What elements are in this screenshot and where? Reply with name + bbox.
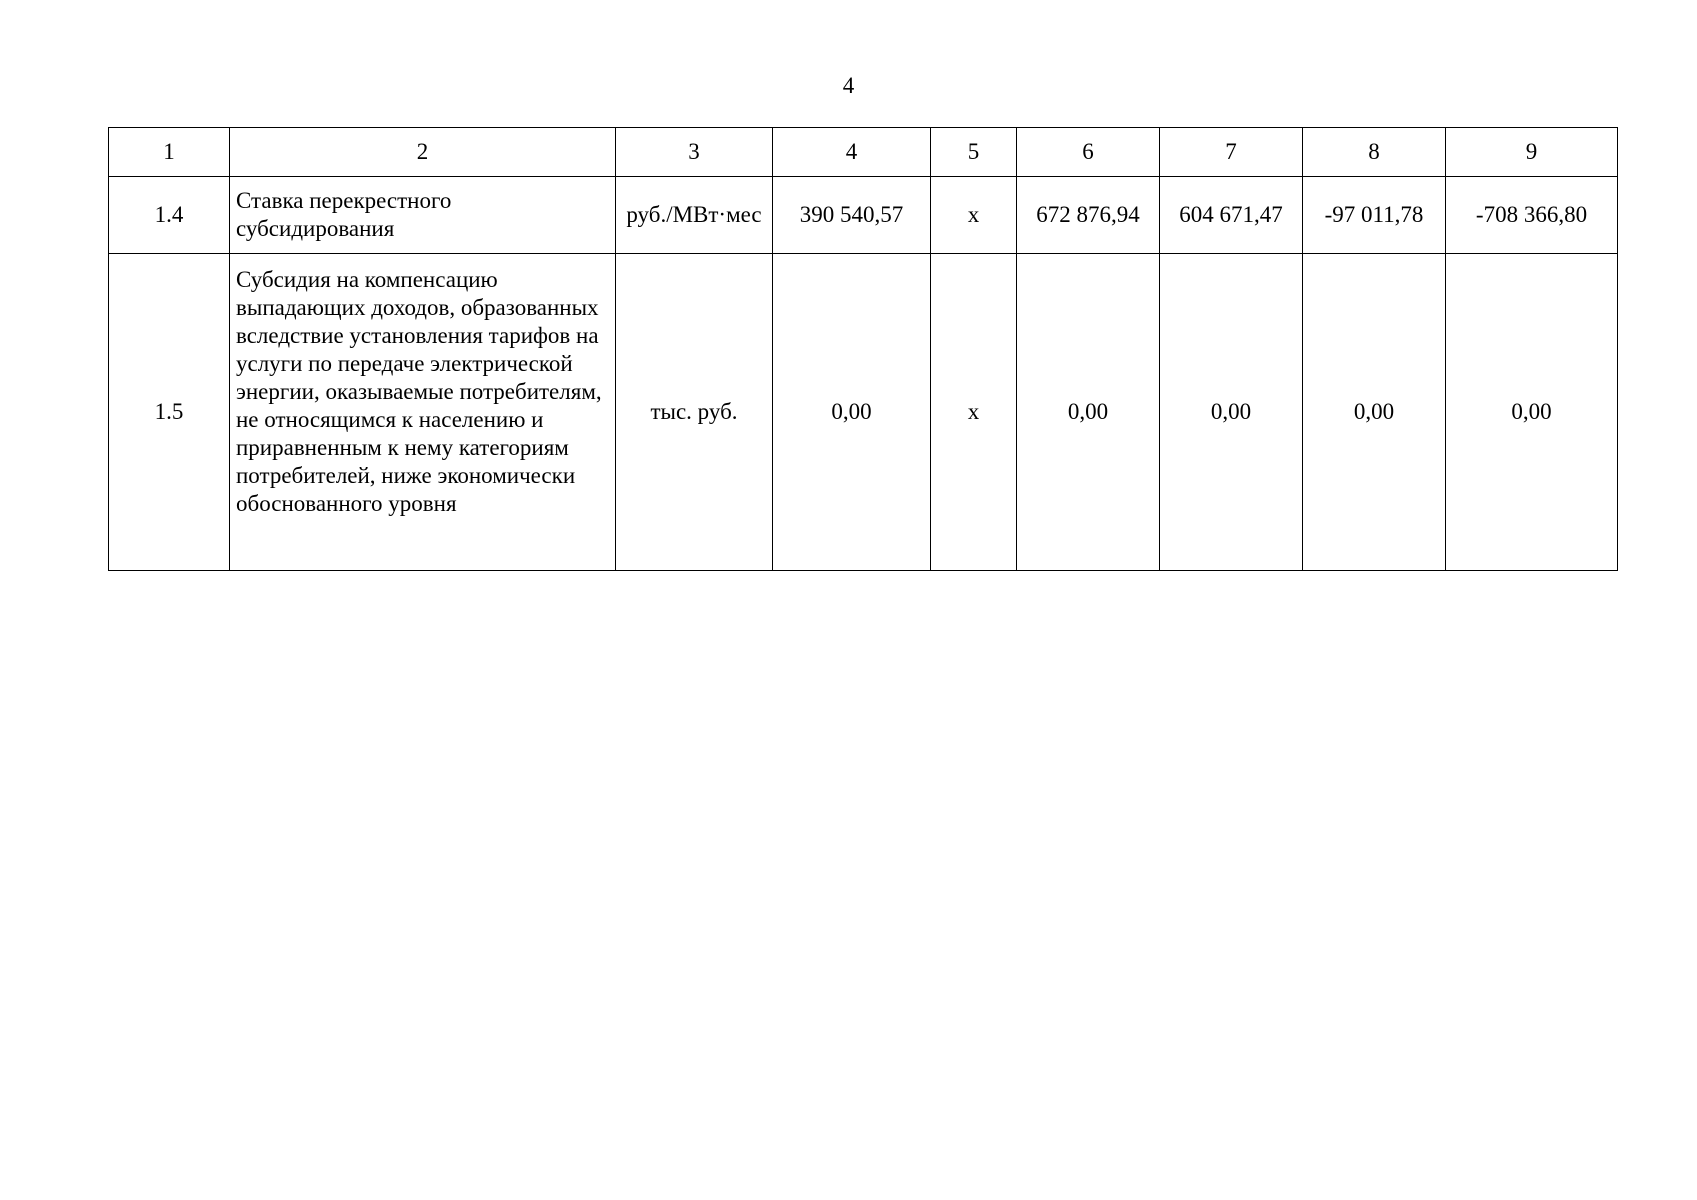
- row-value-cell-7: 0,00: [1160, 254, 1303, 571]
- row-value-cell-6: 0,00: [1017, 254, 1160, 571]
- page-number: 4: [842, 73, 855, 98]
- row-name-cell: Ставка перекрестного субсидирования: [230, 177, 616, 254]
- row-value-cell-9: -708 366,80: [1446, 177, 1618, 254]
- table-header-row: [109, 128, 1618, 177]
- table-row: [109, 254, 1618, 571]
- row-name-cell: Субсидия на компенсацию выпадающих доходов, образованных вследствие установления тарифов на услуги по передаче электрической энергии, оказываемые потребителям, не относящимся к населению и приравненным к нему категориям потребителей, ниже экономически обоснованного уровня: [230, 254, 616, 571]
- header-cell-3: 3: [616, 128, 773, 177]
- row-value-cell-8: -97 011,78: [1303, 177, 1446, 254]
- header-cell-1: 1: [109, 128, 230, 177]
- row-value-cell-5: х: [931, 254, 1017, 571]
- table-row: [109, 177, 1618, 254]
- row-number-cell: 1.5: [109, 254, 230, 571]
- header-cell-9: 9: [1446, 128, 1618, 177]
- row-value-cell-5: х: [931, 177, 1017, 254]
- header-cell-4: 4: [773, 128, 931, 177]
- header-cell-8: 8: [1303, 128, 1446, 177]
- row-value-cell-7: 604 671,47: [1160, 177, 1303, 254]
- row-value-cell-8: 0,00: [1303, 254, 1446, 571]
- row-number-cell: 1.4: [109, 177, 230, 254]
- row-value-cell-9: 0,00: [1446, 254, 1618, 571]
- row-value-cell-4: 390 540,57: [773, 177, 931, 254]
- row-value-cell-6: 672 876,94: [1017, 177, 1160, 254]
- header-cell-7: 7: [1160, 128, 1303, 177]
- row-unit-cell: тыс. руб.: [616, 254, 773, 571]
- header-cell-2: 2: [230, 128, 616, 177]
- row-value-cell-4: 0,00: [773, 254, 931, 571]
- header-cell-5: 5: [931, 128, 1017, 177]
- header-cell-6: 6: [1017, 128, 1160, 177]
- tariff-table: [108, 127, 1618, 571]
- row-unit-cell: руб./МВт·мес: [616, 177, 773, 254]
